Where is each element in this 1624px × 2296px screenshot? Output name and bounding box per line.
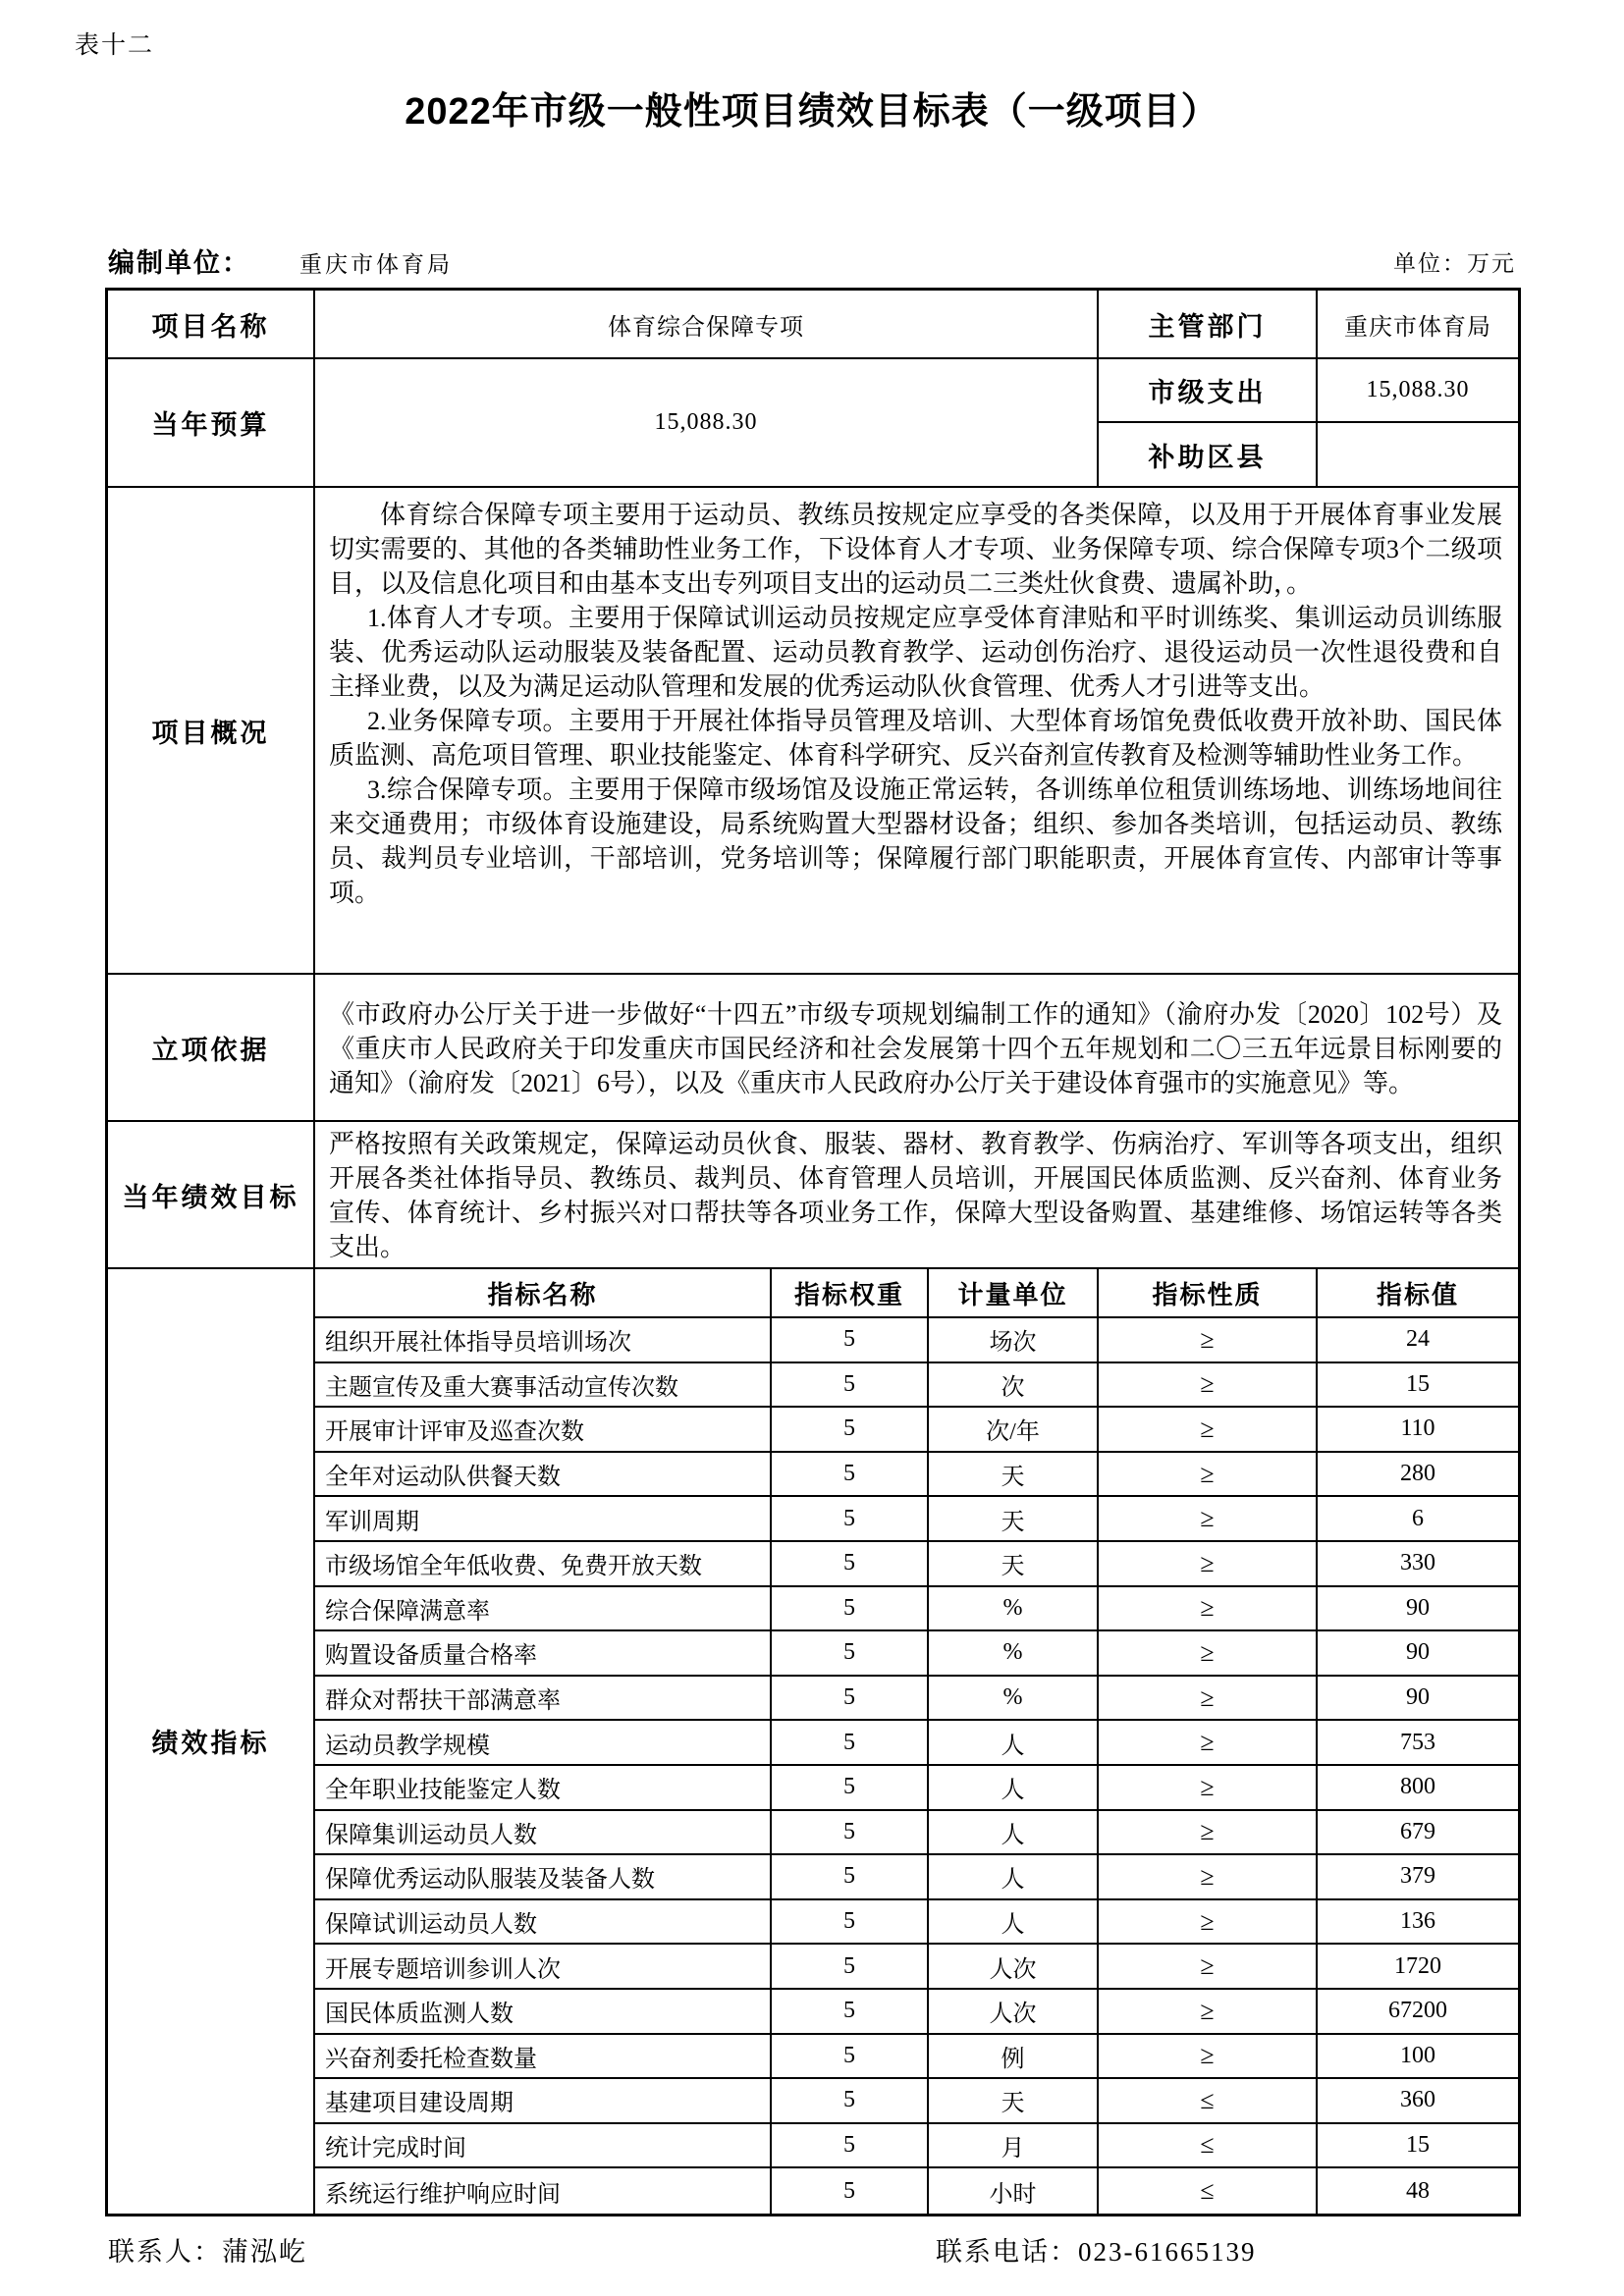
indicator-header-value: 指标值 [1318, 1269, 1518, 1318]
overview-paragraph: 3.综合保障专项。主要用于保障市级场馆及设施正常运转，各训练单位租赁训练场地、训练场地间往来交通费用；市级体育设施建设，局系统购置大型器材设备；组织、参加各类培训，包括运动员、教练员、裁判员专业培训，干部培训，党务培训等；保障履行部门职能职责，开展体育宣传、内部审计等事项。 [329, 775, 1502, 907]
indicator-nature-cell: ≥ [1099, 1900, 1318, 1946]
indicator-value-cell: 6 [1318, 1497, 1518, 1542]
indicator-value-cell: 15 [1318, 2124, 1518, 2169]
indicator-name-cell: 市级场馆全年低收费、免费开放天数 [315, 1542, 772, 1587]
overview-paragraph: 2.业务保障专项。主要用于开展社体指导员管理及培训、大型体育场馆免费低收费开放补助、国民体质监测、高危项目管理、职业技能鉴定、体育科学研究、反兴奋剂宣传教育及检测等辅助性业务工作。 [329, 707, 1502, 770]
indicator-weight-cell: 5 [772, 2168, 929, 2214]
indicator-name-cell: 保障集训运动员人数 [315, 1811, 772, 1856]
section-indicators [108, 1269, 1518, 2214]
indicator-value-cell: 48 [1406, 2177, 1430, 2204]
indicator-unit-cell: 月 [929, 2124, 1099, 2169]
indicator-value-cell: 679 [1318, 1811, 1518, 1856]
indicator-header-unit: 计量单位 [929, 1269, 1099, 1318]
annual-goal-text [315, 1122, 1518, 1269]
indicator-value-cell: 330 [1318, 1542, 1518, 1587]
meta-row [108, 241, 1518, 281]
indicator-unit-cell: 人次 [929, 1990, 1099, 2035]
prepared-by-value: 重庆市体育局 [299, 252, 453, 277]
indicator-value-cell: 24 [1318, 1318, 1518, 1363]
indicator-value-cell: 136 [1318, 1900, 1518, 1946]
indicator-weight-cell: 5 [772, 2079, 929, 2124]
dept-label: 主管部门 [1099, 291, 1318, 359]
indicator-weight-cell: 5 [772, 1677, 929, 1722]
indicator-name-cell: 全年对运动队供餐天数 [315, 1453, 772, 1498]
contact-person [108, 2230, 307, 2269]
annual-goal-label: 当年绩效目标 [108, 1122, 315, 1269]
indicator-unit-cell: % [929, 1587, 1099, 1632]
section-project-info [108, 291, 1518, 488]
indicator-name-cell: 运动员教学规模 [315, 1721, 772, 1766]
indicator-name-cell: 基建项目建设周期 [315, 2079, 772, 2124]
indicator-nature-cell: ≥ [1099, 1811, 1318, 1856]
indicator-name-cell: 主题宣传及重大赛事活动宣传次数 [315, 1363, 772, 1409]
indicator-value-cell: 100 [1318, 2035, 1518, 2080]
indicator-weight-cell: 5 [772, 1587, 929, 1632]
indicator-nature-cell: ≥ [1099, 1945, 1318, 1990]
indicator-nature-cell: ≥ [1099, 1855, 1318, 1900]
dept-value: 重庆市体育局 [1318, 291, 1518, 359]
unit-note: 单位：万元 [1393, 251, 1516, 276]
indicator-value-cell: 67200 [1318, 1990, 1518, 2035]
indicator-nature-cell: ≤ [1099, 2168, 1318, 2214]
section-overview [108, 488, 1518, 975]
section-basis [108, 975, 1518, 1122]
contact-phone-value: 023-61665139 [1078, 2237, 1257, 2267]
indicator-unit-cell: 例 [929, 2035, 1099, 2080]
indicator-nature-cell: ≥ [1099, 1497, 1318, 1542]
indicator-value-cell: 360 [1318, 2079, 1518, 2124]
basis-text [315, 975, 1518, 1122]
indicator-weight-cell: 5 [772, 1363, 929, 1409]
indicator-name-cell: 系统运行维护响应时间 [315, 2168, 772, 2214]
indicator-unit-cell: 天 [929, 1542, 1099, 1587]
indicator-unit-cell: 人 [929, 1855, 1099, 1900]
indicator-unit-cell: 人次 [929, 1945, 1099, 1990]
county-subsidy-value [1318, 423, 1518, 488]
indicator-unit-cell: 天 [929, 1453, 1099, 1498]
budget-value: 15,088.30 [315, 359, 1099, 488]
indicator-nature-cell: ≤ [1099, 2124, 1318, 2169]
prepared-by-label: 编制单位： [108, 248, 250, 278]
indicator-name-cell: 开展专题培训参训人次 [315, 1945, 772, 1990]
indicator-weight-cell: 5 [772, 1990, 929, 2035]
indicator-weight-cell: 5 [772, 1766, 929, 1811]
indicator-weight-cell: 5 [772, 1318, 929, 1363]
indicator-name-cell: 开展审计评审及巡查次数 [315, 1408, 772, 1453]
table-number: 表十二 [75, 32, 155, 59]
contact-person-value: 蒲泓屹 [222, 2237, 307, 2267]
overview-label: 项目概况 [108, 488, 315, 975]
indicator-nature-cell: ≥ [1099, 1453, 1318, 1498]
indicator-header-weight: 指标权重 [772, 1269, 929, 1318]
indicator-unit-cell: 天 [929, 1497, 1099, 1542]
indicator-nature-cell: ≥ [1099, 1677, 1318, 1722]
indicator-nature-cell: ≥ [1099, 1587, 1318, 1632]
indicator-header-name: 指标名称 [315, 1269, 772, 1318]
indicator-weight-cell: 5 [772, 1408, 929, 1453]
indicator-weight-cell: 5 [772, 1811, 929, 1856]
indicator-name-cell: 保障优秀运动队服装及装备人数 [315, 1855, 772, 1900]
indicator-weight-cell: 5 [772, 1453, 929, 1498]
contact-phone [936, 2230, 1257, 2269]
county-subsidy-label: 补助区县 [1099, 423, 1318, 488]
indicator-unit-cell: 天 [929, 2079, 1099, 2124]
indicator-name-cell: 统计完成时间 [315, 2124, 772, 2169]
indicator-nature-cell: ≥ [1099, 1766, 1318, 1811]
indicator-name-cell: 组织开展社体指导员培训场次 [315, 1318, 772, 1363]
indicator-nature-cell: ≤ [1099, 2079, 1318, 2124]
indicator-name-cell: 国民体质监测人数 [315, 1990, 772, 2035]
indicator-unit-cell: 人 [929, 1811, 1099, 1856]
basis-label: 立项依据 [108, 975, 315, 1122]
indicator-value-cell: 800 [1318, 1766, 1518, 1811]
indicator-weight-cell: 5 [772, 1497, 929, 1542]
indicator-header-nature: 指标性质 [1099, 1269, 1318, 1318]
indicator-value-cell: 379 [1318, 1855, 1518, 1900]
budget-label: 当年预算 [108, 359, 315, 488]
indicator-weight-cell: 5 [772, 1855, 929, 1900]
overview-text [315, 488, 1518, 975]
basis-paragraph: 《市政府办公厅关于进一步做好“十四五”市级专项规划编制工作的通知》（渝府办发〔2020〕102号）及《重庆市人民政府关于印发重庆市国民经济和社会发展第十四个五年规划和二〇三五年远景目标刚要的通知》（渝府发〔2021〕6号），以及《重庆市人民政府办公厅关于建设体育强市的实施意见》等。 [329, 999, 1502, 1097]
indicator-nature-cell: ≥ [1099, 2035, 1318, 2080]
indicator-weight-cell: 5 [772, 2124, 929, 2169]
indicator-name-cell: 兴奋剂委托检查数量 [315, 2035, 772, 2080]
indicator-name-cell: 军训周期 [315, 1497, 772, 1542]
indicator-name-cell: 保障试训运动员人数 [315, 1900, 772, 1946]
indicators-label: 绩效指标 [108, 1269, 315, 2214]
footer [108, 2230, 1518, 2273]
indicator-value-cell: 90 [1318, 1677, 1518, 1722]
indicator-unit-cell: 小时 [929, 2168, 1099, 2214]
indicator-weight-cell: 5 [772, 2035, 929, 2080]
indicator-value-cell: 280 [1318, 1453, 1518, 1498]
overview-paragraph: 体育综合保障专项主要用于运动员、教练员按规定应享受的各类保障，以及用于开展体育事业发展切实需要的、其他的各类辅助性业务工作，下设体育人才专项、业务保障专项、综合保障专项3个二级项目，以及信息化项目和由基本支出专列项目支出的运动员二三类灶伙食费、遗属补助，。 [329, 501, 1502, 598]
indicator-value-cell: 1720 [1318, 1945, 1518, 1990]
project-name-value: 体育综合保障专项 [315, 291, 1099, 359]
section-annual-goal [108, 1122, 1518, 1269]
indicator-weight-cell: 5 [772, 1542, 929, 1587]
indicator-name-cell: 综合保障满意率 [315, 1587, 772, 1632]
indicator-value-cell: 110 [1318, 1408, 1518, 1453]
indicator-unit-cell: 场次 [929, 1318, 1099, 1363]
annual-goal-paragraph: 严格按照有关政策规定，保障运动员伙食、服装、器材、教育教学、伤病治疗、军训等各项支出，组织开展各类社体指导员、教练员、裁判员、体育管理人员培训，开展国民体质监测、反兴奋剂、体育业务宣传、体育统计、乡村振兴对口帮扶等各项业务工作，保障大型设备购置、基建维修、场馆运转等各类支出。 [329, 1130, 1502, 1261]
indicator-value-cell: 90 [1318, 1631, 1518, 1677]
city-expense-value: 15,088.30 [1318, 359, 1518, 423]
indicator-unit-cell: 人 [929, 1766, 1099, 1811]
indicator-weight-cell: 5 [772, 1631, 929, 1677]
indicator-name-cell: 群众对帮扶干部满意率 [315, 1677, 772, 1722]
indicator-nature-cell: ≥ [1099, 1631, 1318, 1677]
indicator-weight-cell: 5 [772, 1945, 929, 1990]
indicator-unit-cell: % [929, 1631, 1099, 1677]
indicator-unit-cell: 次 [929, 1363, 1099, 1409]
indicator-value-cell: 15 [1318, 1363, 1518, 1409]
indicator-unit-cell: % [929, 1677, 1099, 1722]
prepared-by [108, 241, 453, 280]
indicator-unit-cell: 人 [929, 1900, 1099, 1946]
indicator-name-cell: 购置设备质量合格率 [315, 1631, 772, 1677]
contact-phone-label: 联系电话： [936, 2237, 1078, 2267]
indicator-name-cell: 全年职业技能鉴定人数 [315, 1766, 772, 1811]
indicator-weight-cell: 5 [772, 1900, 929, 1946]
indicator-nature-cell: ≥ [1099, 1990, 1318, 2035]
indicator-value-cell: 753 [1318, 1721, 1518, 1766]
project-name-label: 项目名称 [108, 291, 315, 359]
indicator-nature-cell: ≥ [1099, 1542, 1318, 1587]
indicator-weight-cell: 5 [772, 1721, 929, 1766]
indicator-unit-cell: 人 [929, 1721, 1099, 1766]
page-title: 2022年市级一般性项目绩效目标表（一级项目） [405, 91, 1219, 133]
indicator-unit-cell: 次/年 [929, 1408, 1099, 1453]
city-expense-label: 市级支出 [1099, 359, 1318, 423]
overview-paragraph: 1.体育人才专项。主要用于保障试训运动员按规定应享受体育津贴和平时训练奖、集训运动员训练服装、优秀运动队运动服装及装备配置、运动员教育教学、运动创伤治疗、退役运动员一次性退役费和自主择业费，以及为满足运动队管理和发展的优秀运动队伙食管理、优秀人才引进等支出。 [329, 604, 1502, 701]
performance-target-table [105, 288, 1521, 2216]
indicator-nature-cell: ≥ [1099, 1318, 1318, 1363]
indicator-nature-cell: ≥ [1099, 1721, 1318, 1766]
indicator-nature-cell: ≥ [1099, 1408, 1318, 1453]
indicator-nature-cell: ≥ [1099, 1363, 1318, 1409]
indicator-value-cell: 90 [1318, 1587, 1518, 1632]
contact-person-label: 联系人： [108, 2237, 222, 2267]
